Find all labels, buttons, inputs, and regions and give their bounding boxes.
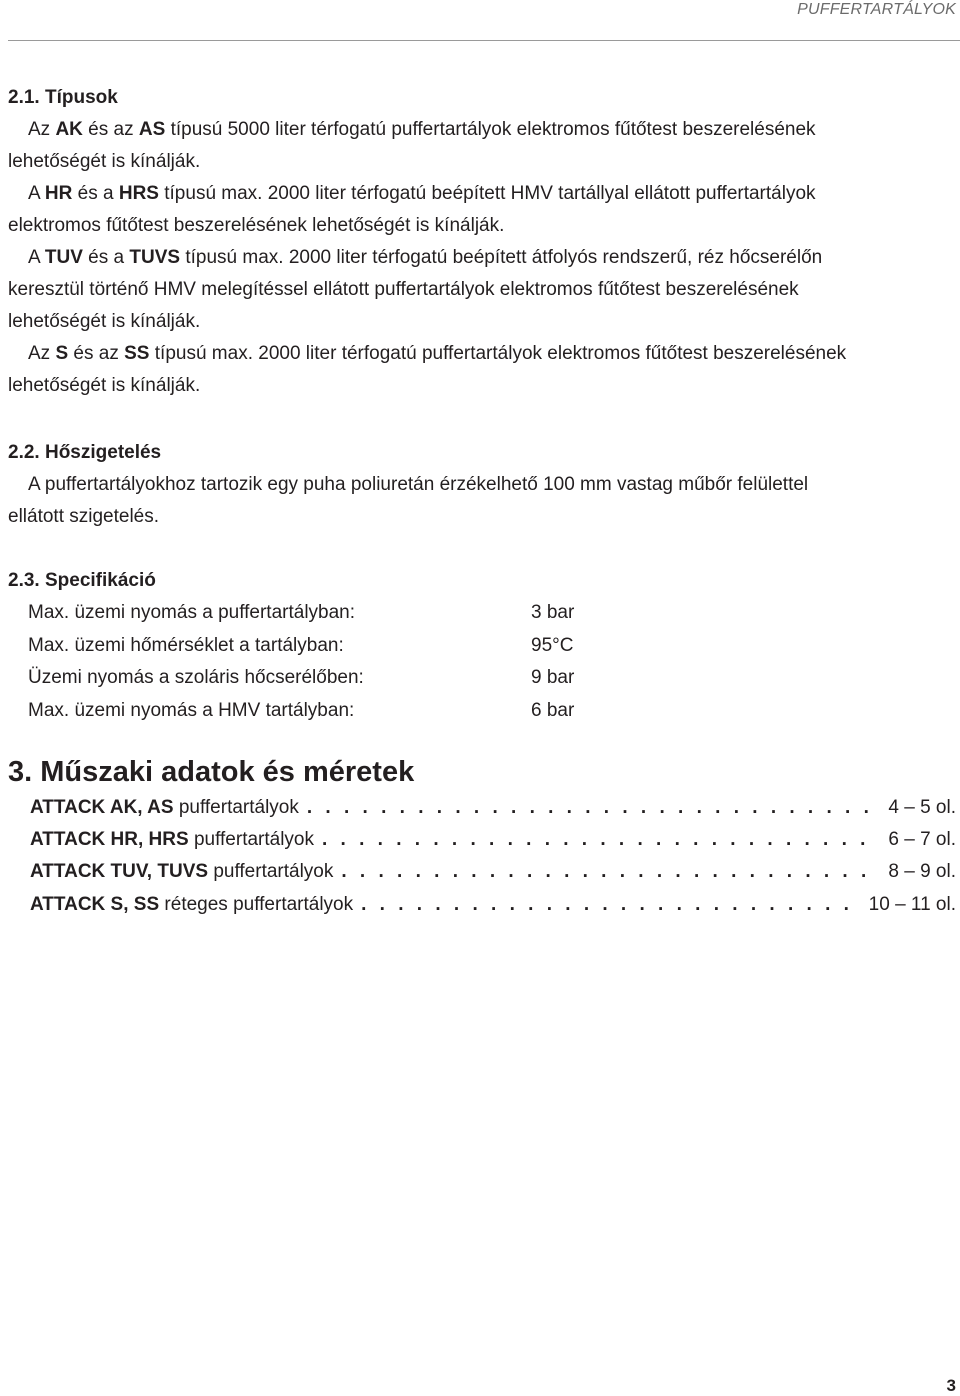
paragraph-hr-hrs-cont: elektromos fűtőtest beszerelésének lehetőségét is kínálják. [8, 215, 505, 236]
section-insulation [8, 437, 958, 533]
section-types [8, 82, 958, 402]
toc-entry[interactable] [30, 889, 960, 921]
paragraph-insulation-cont: ellátott szigetelés. [8, 506, 160, 527]
section-heading-insulation: 2.2. Hőszigetelés [8, 442, 162, 463]
toc-entry-title: ATTACK HR, HRS puffertartályok [30, 829, 314, 851]
paragraph-tuv-tuvs: A TUV és a TUVS típusú max. 2000 liter térfogatú beépített átfolyós rendszerű, réz hőcserélőn [28, 247, 823, 268]
section-heading-types: 2.1. Típusok [8, 87, 118, 108]
spec-row [8, 662, 958, 695]
spec-label: Max. üzemi nyomás a HMV tartályban: [28, 699, 355, 721]
spec-label: Max. üzemi nyomás a puffertartályban: [28, 602, 356, 623]
toc-entry-page: 4 – 5 ol. [888, 797, 956, 818]
paragraph-tuv-tuvs-cont1: keresztül történő HMV melegítéssel ellátott puffertartályok elektromos fűtőtest beszerelésének [8, 279, 799, 300]
toc-dot-leader [341, 856, 878, 888]
toc-entry-page: 8 – 9 ol. [888, 861, 956, 883]
spec-label: Max. üzemi hőmérséklet a tartályban: [28, 634, 344, 656]
paragraph-s-ss-cont: lehetőségét is kínálják. [8, 375, 201, 396]
paragraph-hr-hrs: A HR és a HRS típusú max. 2000 liter térfogatú beépített HMV tartállyal ellátott puffertartályok [28, 183, 816, 204]
spec-row [8, 597, 958, 630]
toc-entry-page: 10 – 11 ol. [868, 893, 956, 915]
toc-dot-leader [322, 824, 878, 856]
spec-value: 9 bar [531, 667, 575, 688]
spec-value: 3 bar [531, 602, 575, 623]
table-of-contents [30, 792, 960, 921]
toc-entry[interactable] [30, 792, 960, 824]
paragraph-ak-as-cont: lehetőségét is kínálják. [8, 151, 201, 172]
toc-entry-page: 6 – 7 ol. [888, 829, 956, 851]
running-header-title: PUFFERTARTÁLYOK [797, 1, 956, 18]
paragraph-insulation: A puffertartályokhoz tartozik egy puha poliuretán érzékelhető 100 mm vastag műbőr felülettel [28, 474, 809, 495]
toc-dot-leader [361, 889, 859, 921]
toc-entry-title: ATTACK S, SS réteges puffertartályok [30, 893, 354, 915]
toc-entry[interactable] [30, 856, 960, 888]
spec-row [8, 630, 958, 663]
spec-value: 6 bar [531, 699, 575, 721]
header-divider [8, 40, 960, 41]
toc-dot-leader [307, 792, 879, 824]
spec-value: 95°C [531, 634, 574, 656]
page-number: 3 [946, 1376, 956, 1395]
spec-row [8, 695, 958, 728]
paragraph-tuv-tuvs-cont2: lehetőségét is kínálják. [8, 311, 201, 332]
paragraph-ak-as: Az AK és az AS típusú 5000 liter térfogatú puffertartályok elektromos fűtőtest beszerelésének [28, 119, 816, 140]
spec-label: Üzemi nyomás a szoláris hőcserélőben: [28, 667, 364, 688]
toc-entry-title: ATTACK TUV, TUVS puffertartályok [30, 861, 334, 883]
section-specification [8, 565, 958, 727]
toc-entry[interactable] [30, 824, 960, 856]
section-heading-specification: 2.3. Specifikáció [8, 570, 156, 591]
toc-entry-title: ATTACK AK, AS puffertartályok [30, 797, 299, 818]
paragraph-s-ss: Az S és az SS típusú max. 2000 liter térfogatú puffertartályok elektromos fűtőtest beszerelésének [28, 343, 847, 364]
chapter-heading: 3. Műszaki adatok és méretek [8, 756, 415, 788]
